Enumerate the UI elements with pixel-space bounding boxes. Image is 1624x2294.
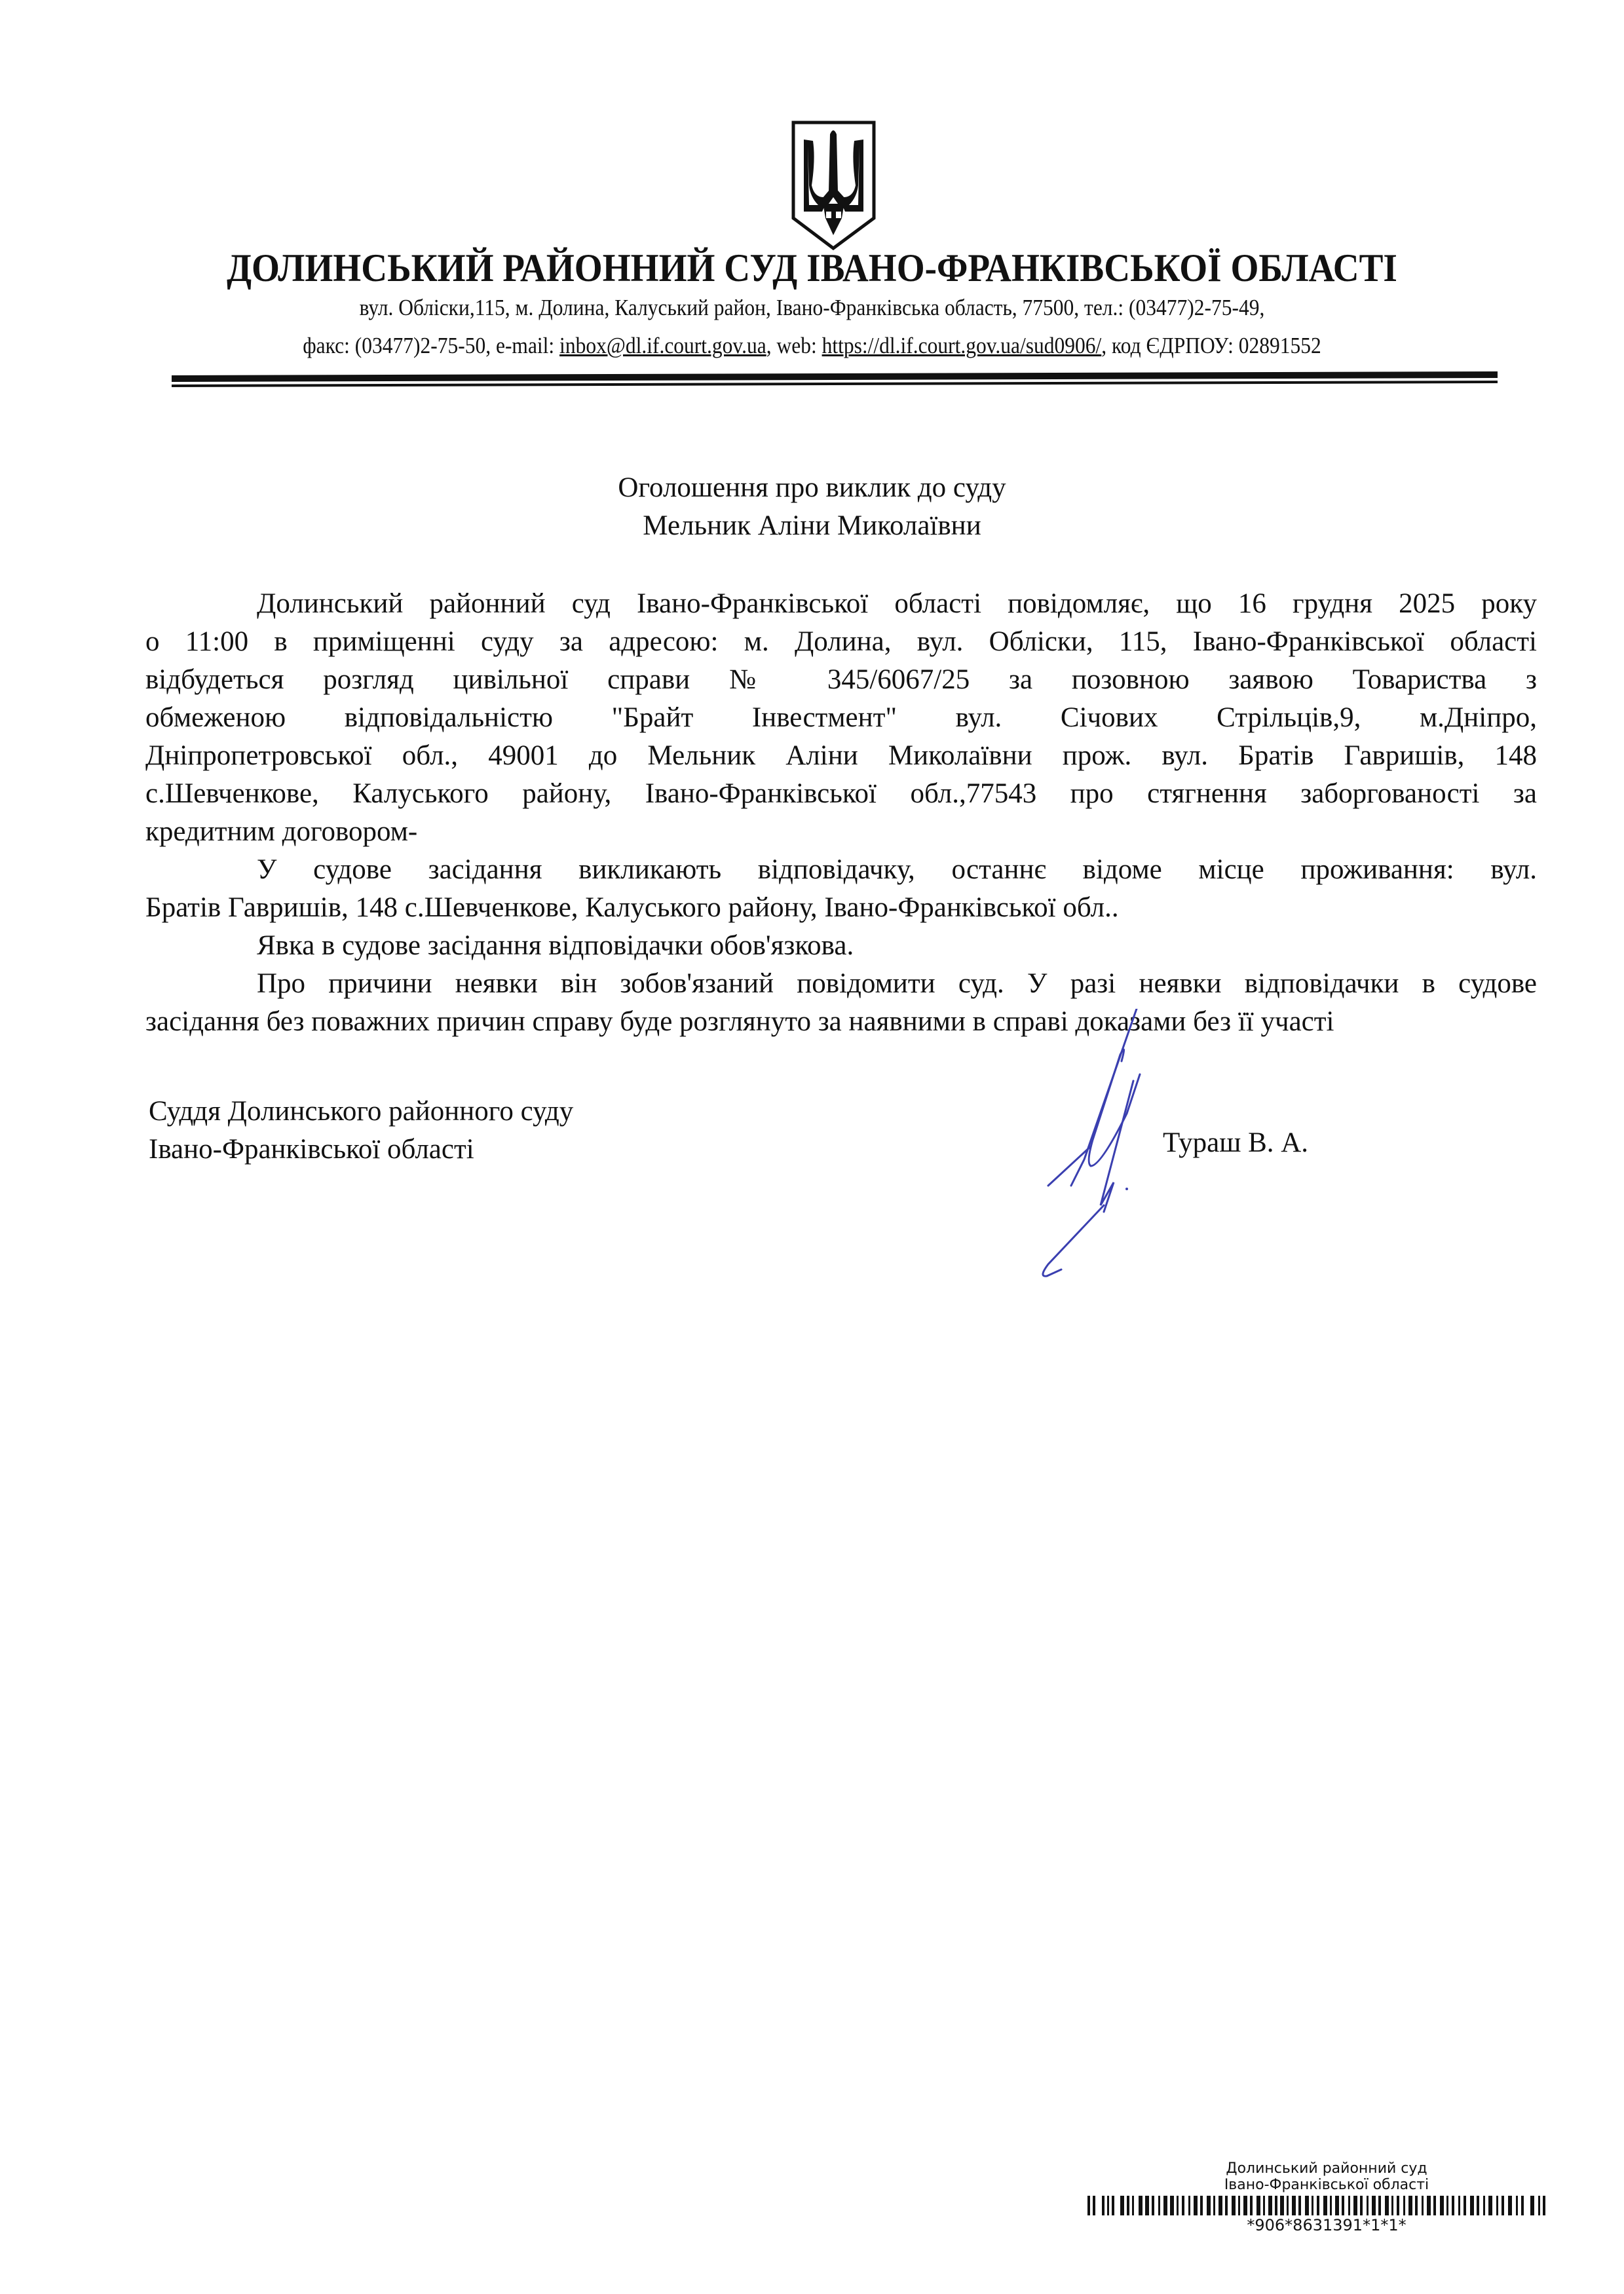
paragraph-2-line: У судове засідання викликають відповідачку, останнє відоме місце проживання: вул. [257,854,1537,885]
paragraph-1-line: о 11:00 в приміщенні суду за адресою: м. Долина, вул. Обліски, 115, Івано-Франківської області [145,626,1537,657]
judge-position-line-2: Івано-Франківської області [149,1134,474,1165]
registration-stamp [1087,2160,1566,2234]
court-contacts [81,333,1543,359]
edrpou-code: , код ЄДРПОУ: 02891552 [1101,333,1321,358]
paragraph-1-line: Долинський районний суд Івано-Франківської області повідомляє, що 16 грудня 2025 року [257,588,1537,619]
notice-title: Оголошення про виклик до суду [618,472,1006,503]
paragraph-3-line: Явка в судове засідання відповідачки обов'язкова. [257,930,854,961]
paragraph-1-line: відбудеться розгляд цивільної справи № 345/6067/25 за позовною заявою Товариства з [145,664,1537,695]
web-label: , web: [766,333,822,358]
paragraph-2-line: Братів Гавришів, 148 с.Шевченкове, Калуського району, Івано-Франківської обл.. [145,892,1119,923]
paragraph-1-line: обмеженою відповідальністю "Брайт Інвестмент" вул. Січових Стрільців,9, м.Дніпро, [145,702,1537,733]
court-name-heading: ДОЛИНСЬКИЙ РАЙОННИЙ СУД ІВАНО-ФРАНКІВСЬКОЇ ОБЛАСТІ [227,246,1397,290]
fax-label: факс: (03477)2-75-50, e-mail: [303,333,560,358]
header-divider-thick [172,371,1498,382]
barcode-icon [1087,2196,1546,2215]
notice-subject: Мельник Аліни Миколаївни [643,510,981,541]
email-link[interactable]: inbox@dl.if.court.gov.ua [559,333,766,358]
paragraph-1-line: с.Шевченкове, Калуського району, Івано-Франківської обл.,77543 про стягнення заборгованості за [145,778,1537,809]
paragraph-1-line: кредитним договором- [145,816,418,847]
paragraph-4-line: засідання без поважних причин справу буде розглянуто за наявними в справі доказами без її участі [145,1006,1334,1037]
judge-position-line-1: Суддя Долинського районного суду [149,1096,574,1127]
judge-name: Тураш В. А. [1163,1127,1309,1158]
trident-emblem-icon [789,120,878,251]
header-divider-thin [172,381,1498,387]
stamp-line-2: Івано-Франківської області [1224,2177,1429,2193]
court-address: вул. Обліски,115, м. Долина, Калуський район, Івано-Франківська область, 77500, тел.: (03477)2-75-49, [359,295,1265,320]
stamp-line-1: Долинський районний суд [1226,2160,1427,2177]
handwritten-signature-icon [1022,1009,1238,1297]
barcode-number: *906*8631391*1*1* [1247,2216,1407,2234]
website-link[interactable]: https://dl.if.court.gov.ua/sud0906/ [821,333,1102,358]
paragraph-4-line: Про причини неявки він зобов'язаний повідомити суд. У разі неявки відповідачки в судове [257,968,1537,999]
paragraph-1-line: Дніпропетровської обл., 49001 до Мельник Аліни Миколаївни прож. вул. Братів Гавришів, 148 [145,740,1537,771]
